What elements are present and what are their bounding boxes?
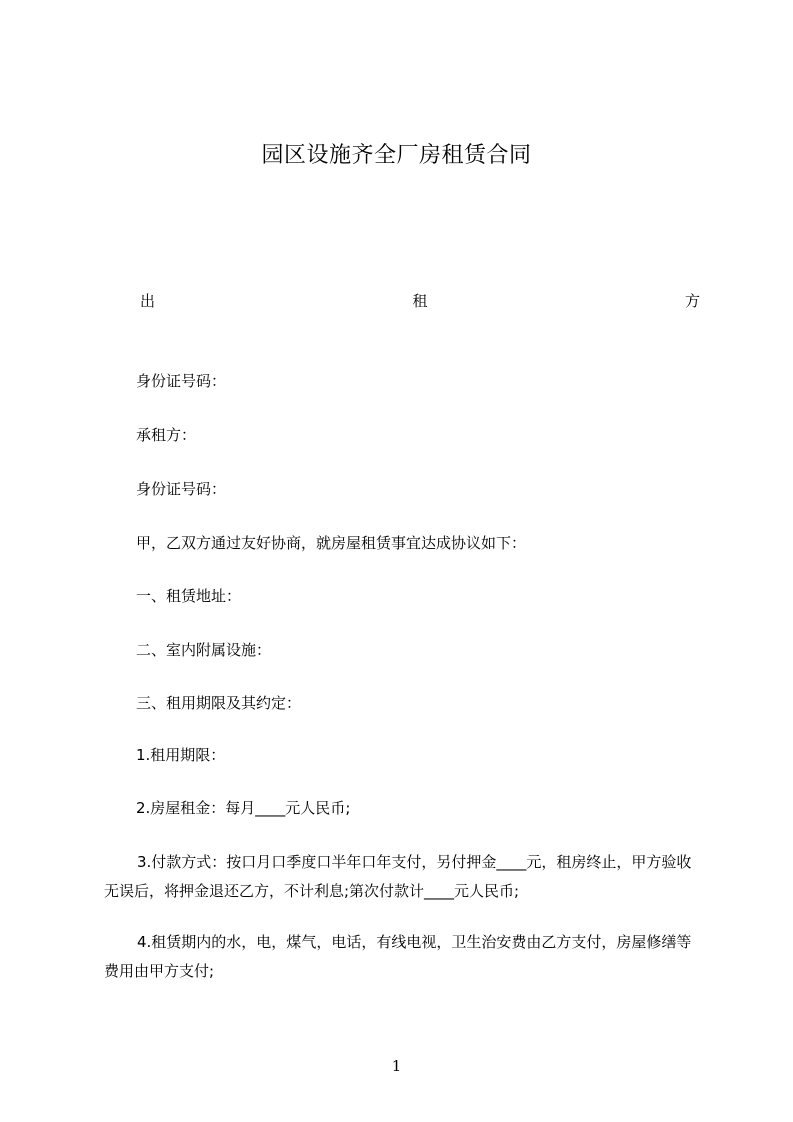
- lessee-label: 承租方：: [136, 426, 197, 444]
- section-3-term-and-terms: 三、租用期限及其约定：: [136, 694, 302, 712]
- lessor-label-char-3: 方: [684, 292, 700, 310]
- lessee-id-number-label: 身份证号码：: [136, 480, 227, 498]
- lessor-label-char-1: 出: [140, 292, 156, 310]
- page-number: 1: [391, 1057, 402, 1075]
- lessor-label-row: [140, 291, 700, 311]
- section-2-indoor-facilities: 二、室内附属设施：: [136, 641, 272, 659]
- clause-1-lease-term: 1.租用期限：: [136, 746, 226, 764]
- document-title: 园区设施齐全厂房租赁合同: [261, 143, 532, 168]
- section-1-rental-address: 一、租赁地址：: [136, 587, 242, 605]
- lessor-id-number-label: 身份证号码：: [136, 372, 227, 390]
- clause-4-utilities: 4.租赁期内的水，电，煤气，电话，有线电视，卫生治安费由乙方支付，房屋修缮等费用由甲方支付;: [104, 933, 692, 980]
- clause-3-payment-method: 3.付款方式：按口月口季度口半年口年支付，另付押金____元，租房终止，甲方验收无误后，将押金退还乙方，不计利息;第次付款计____元人民币;: [104, 853, 692, 900]
- agreement-intro: 甲，乙双方通过友好协商，就房屋租赁事宜达成协议如下：: [136, 534, 527, 552]
- lessor-label-char-2: 租: [412, 292, 428, 310]
- clause-2-monthly-rent: 2.房屋租金：每月____元人民币;: [136, 799, 351, 817]
